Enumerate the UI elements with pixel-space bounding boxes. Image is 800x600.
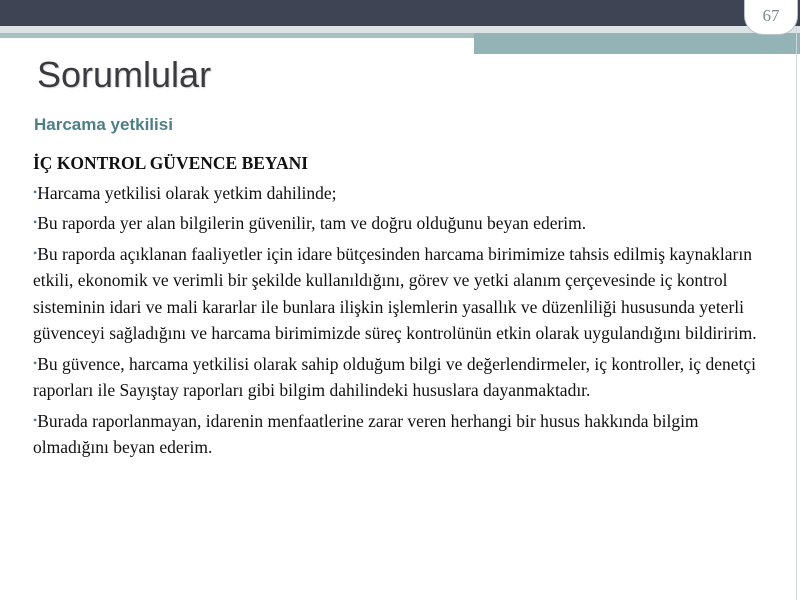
bullet-item [33,179,763,207]
bullet-item [33,240,763,347]
bullet-item [33,407,763,461]
right-border-line [796,26,797,600]
header-teal-line [0,33,474,38]
slide-body [33,150,763,464]
bullet-icon: • [33,245,38,260]
bullet-item [33,350,763,404]
bullet-text: Harcama yetkilisi olarak yetkim dahilinde; [37,182,337,203]
bullet-text: Bu raporda açıklanan faaliyetler için idare bütçesinden harcama birimimize tahsis edilmiş kaynakların etkili, ekonomik ve verimli bir şekilde kullanıldığını, görev ve yetki alanım çerçevesinde iç kontrol sisteminin idari ve mali kararlar ile bunlara ilişkin işlemlerin yasallık ve düzenliliği hususunda yeterli güvenceyi sağladığını ve harcama birimimizde süreç kontrolünün etkin olarak uygulandığını bildiririm. [33,243,757,343]
header-teal-bar [474,33,800,54]
bullet-item [33,209,763,237]
header-dark-bar [0,0,800,26]
bullet-text: Burada raporlanmayan, idarenin menfaatlerine zarar veren herhangi bir husus hakkında bilgim olmadığını beyan ederim. [33,410,699,457]
bullet-icon: • [33,184,38,199]
slide-subtitle: Harcama yetkilisi [34,115,173,134]
bullet-text: Bu güvence, harcama yetkilisi olarak sahip olduğum bilgi ve değerlendirmeler, iç kontroller, iç denetçi raporları ile Sayıştay raporları gibi bilgim dahilindeki hususlara dayanmaktadır. [33,353,756,400]
bullet-text: Bu raporda yer alan bilgilerin güvenilir, tam ve doğru olduğunu beyan ederim. [37,213,587,233]
body-heading: İÇ KONTROL GÜVENCE BEYANI [33,153,309,173]
bullet-icon: • [33,355,38,370]
bullet-icon: • [33,215,38,229]
page-number: 67 [762,6,780,25]
bullet-icon: • [33,412,38,427]
slide-title: Sorumlular [37,54,212,95]
